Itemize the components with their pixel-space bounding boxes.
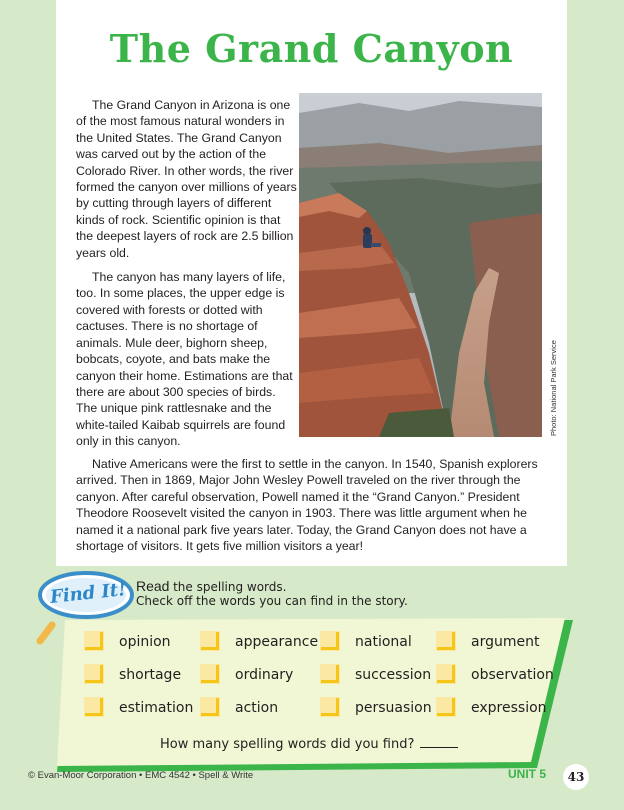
photo-credit: Photo: National Park Service [549,340,558,436]
word-item [84,696,193,720]
word-label: action [235,700,279,716]
word-label: national [355,634,412,650]
word-label: shortage [119,667,182,683]
page-number: 43 [563,764,589,790]
checkbox[interactable] [320,697,342,719]
word-item [320,630,412,654]
word-label: ordinary [235,667,294,683]
instruction-bold: Read [136,578,170,594]
checkbox[interactable] [200,664,222,686]
footer-copyright: © Evan-Moor Corporation • EMC 4542 • Spell & Write [28,770,254,781]
paragraph-3: Native Americans were the first to settle in the canyon. In 1540, Spanish explorers arrived. Then in 1869, Major John Wesley Powell traveled on the river through the canyon. After careful observation, Powell named it the “Grand Canyon.” President Theodore Roosevelt visited the canyon in 1903. There was little argument when he named it a national park five years later. Today, the Grand Canyon does not have a shortage of visitors. It gets five million visitors a year! [76,457,538,554]
word-item [320,663,431,687]
word-item [200,663,293,687]
word-item [84,663,181,687]
checkbox[interactable] [436,631,458,653]
checkbox[interactable] [84,697,106,719]
story-column [76,97,297,450]
checkbox[interactable] [200,697,222,719]
paragraph-1: The Grand Canyon in Arizona is one of the most famous natural wonders in the United States. The Grand Canyon was carved out by the action of the Colorado River. In other words, the river formed the canyon over millions of years by cutting through layers of different kinds of rock. Scientific opinion is that the deepest layers of rock are 2.5 billion years old. [76,98,297,260]
word-label: argument [471,634,540,650]
instruction-rest: the spelling words. [173,580,287,594]
word-item [200,696,278,720]
answer-blank[interactable] [420,734,458,748]
question-text: How many spelling words did you find? [160,737,415,752]
word-label: estimation [119,700,194,716]
word-label: persuasion [355,700,432,716]
word-item [436,630,539,654]
word-item [84,630,171,654]
checkbox[interactable] [84,631,106,653]
paragraph-2: The canyon has many layers of life, too. In some places, the upper edge is covered with forests or dotted with cactuses. There is no shortage of animals. Mule deer, bighorn sheep, bobcats, coyote, and bats make the canyon their home. Estimations are that there are about 300 species of birds. The unique pink rattlesnake and the white-tailed Kaibab squirrels are found only in this canyon. [76,270,293,449]
checkbox[interactable] [320,631,342,653]
word-item [436,663,554,687]
story-page [56,0,567,566]
instruction-line-1 [136,578,286,594]
question [160,734,458,752]
word-label: opinion [119,634,171,650]
find-it-label: Find It! [49,579,128,608]
word-item [436,696,547,720]
checkbox[interactable] [84,664,106,686]
page-title: The Grand Canyon [109,26,514,71]
checkbox[interactable] [436,664,458,686]
story-wide [76,456,551,554]
instruction-line-2: Check off the words you can find in the story. [136,594,408,608]
checkbox[interactable] [436,697,458,719]
word-label: succession [355,667,432,683]
word-label: observation [471,667,554,683]
word-label: expression [471,700,547,716]
word-item [320,696,432,720]
checkbox[interactable] [200,631,222,653]
checkbox[interactable] [320,664,342,686]
canyon-photo [299,93,542,437]
word-label: appearance [235,634,319,650]
unit-label: UNIT 5 [508,767,547,781]
word-item [200,630,318,654]
